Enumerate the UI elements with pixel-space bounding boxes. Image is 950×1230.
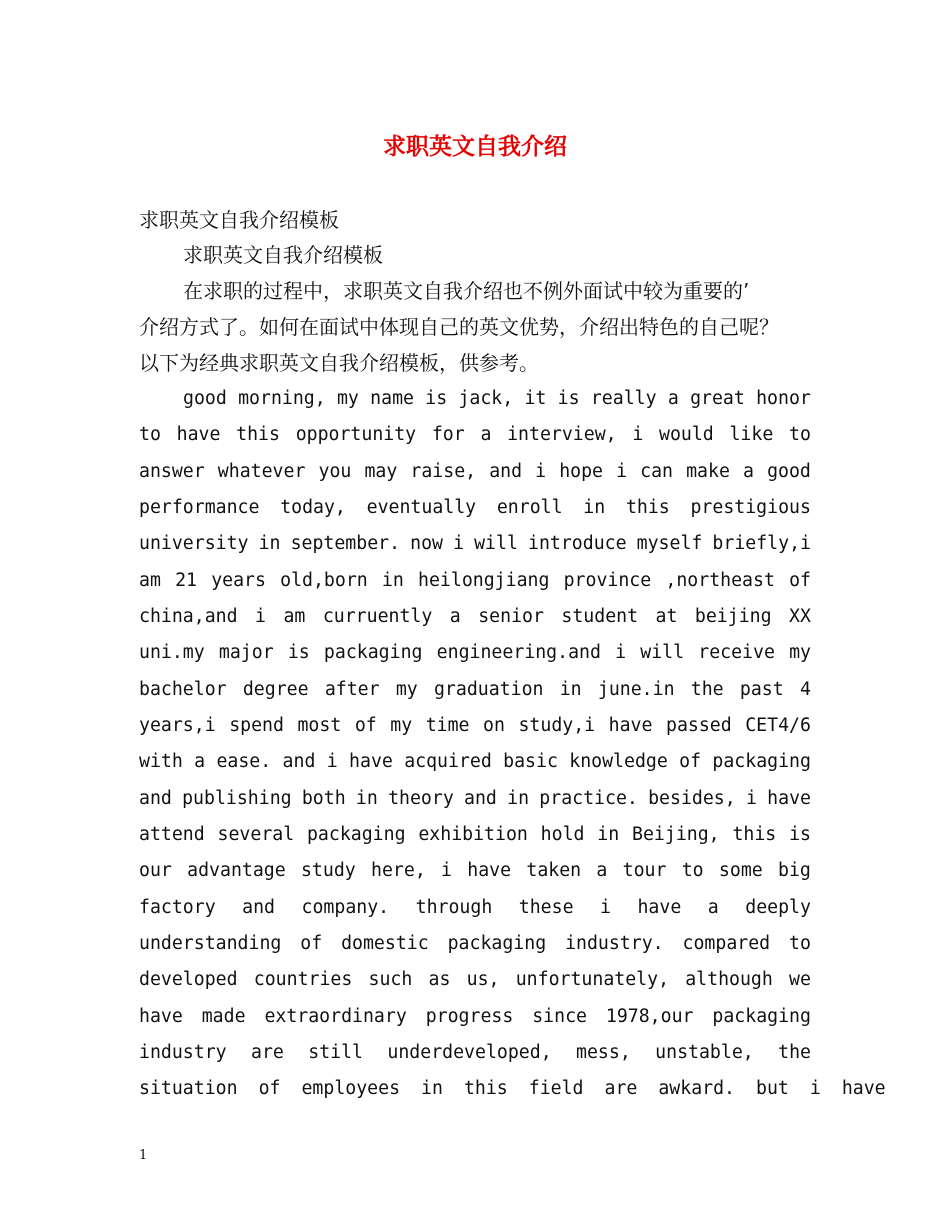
english-line: with a ease. and i have acquired basic knowledge of packaging xyxy=(139,751,811,773)
english-line: have made extraordinary progress since 1978,our packaging xyxy=(139,1005,811,1027)
indented-heading: 求职英文自我介绍模板 xyxy=(183,243,383,267)
english-paragraph xyxy=(139,381,886,1108)
english-line: university in september. now i will introduce myself briefly,i xyxy=(139,533,811,555)
english-line: developed countries such as us, unfortunately, although we xyxy=(139,969,811,991)
english-line: bachelor degree after my graduation in june.in the past 4 xyxy=(139,678,811,700)
page-number: 1 xyxy=(139,1148,148,1163)
english-line: good morning, my name is jack, it is really a great honor xyxy=(183,388,811,409)
english-line: to have this opportunity for a interview, i would like to xyxy=(139,424,811,446)
page-title: 求职英文自我介绍 xyxy=(383,134,567,160)
intro-line: 介绍方式了。如何在面试中体现自己的英文优势，介绍出特色的自己呢？ xyxy=(139,315,779,339)
english-line: attend several packaging exhibition hold in Beijing, this is xyxy=(139,823,811,845)
english-line: years,i spend most of my time on study,i have passed CET4/6 xyxy=(139,714,811,736)
english-line: answer whatever you may raise, and i hope i can make a good xyxy=(139,460,811,482)
intro-line: 以下为经典求职英文自我介绍模板，供参考。 xyxy=(139,351,539,375)
english-line: am 21 years old,born in heilongjiang province ,northeast of xyxy=(139,569,811,591)
subtitle: 求职英文自我介绍模板 xyxy=(139,208,339,232)
english-line: situation of employees in this field are awkard. but i have xyxy=(139,1078,886,1100)
english-line: china,and i am curruently a senior student at beijing XX xyxy=(139,605,811,627)
english-line: factory and company. through these i have a deeply xyxy=(139,896,811,918)
english-line: and publishing both in theory and in practice. besides, i have xyxy=(139,787,811,809)
english-line: uni.my major is packaging engineering.and i will receive my xyxy=(139,642,811,664)
english-line: industry are still underdeveloped, mess, unstable, the xyxy=(139,1041,811,1063)
english-line: our advantage study here, i have taken a tour to some big xyxy=(139,860,811,882)
english-line: performance today, eventually enroll in this prestigious xyxy=(139,496,811,518)
english-line: understanding of domestic packaging industry. compared to xyxy=(139,932,811,954)
intro-line: 在求职的过程中，求职英文自我介绍也不例外面试中较为重要的’ xyxy=(183,279,750,303)
